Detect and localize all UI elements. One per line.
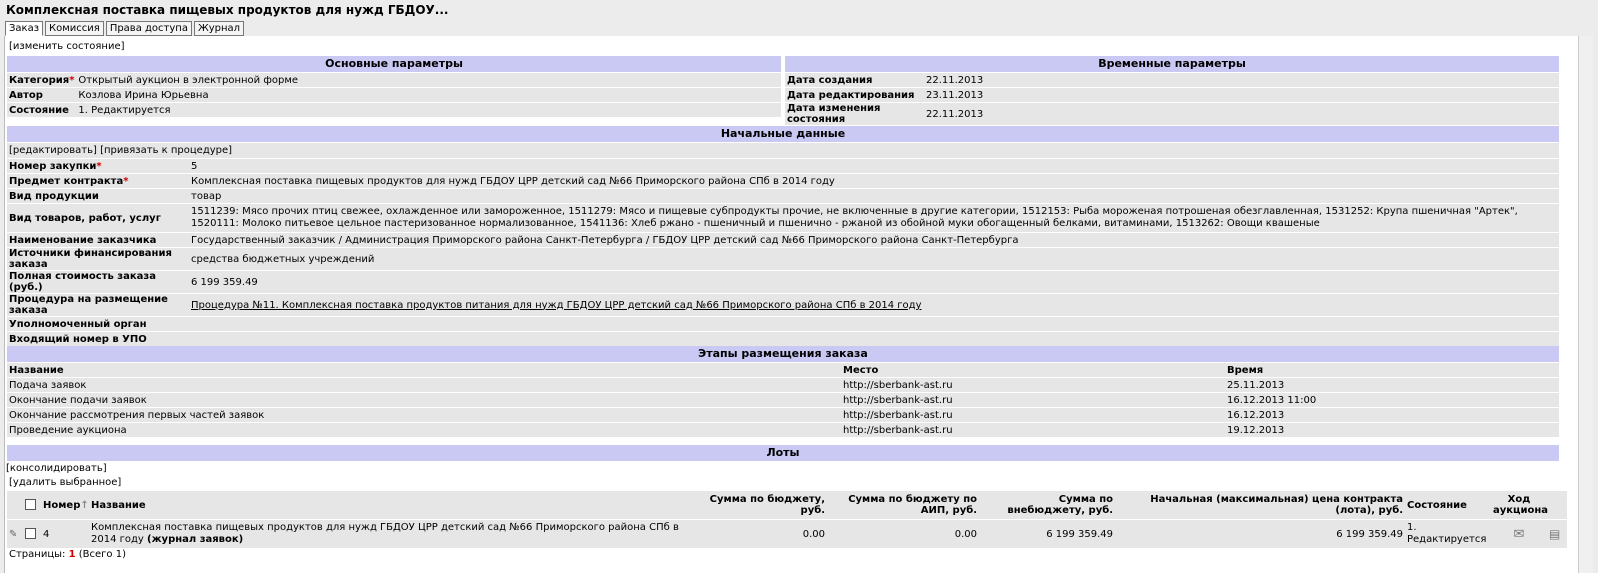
stage-time: 16.12.2013 11:00 bbox=[1225, 393, 1559, 407]
col-state: Состояние bbox=[1407, 499, 1467, 511]
tab-bar bbox=[5, 21, 244, 36]
stage-place: http://sberbank-ast.ru bbox=[841, 408, 1225, 422]
stage-name: Подача заявок bbox=[7, 378, 841, 392]
document-icon[interactable]: ▤ bbox=[1549, 527, 1561, 541]
time-params-table bbox=[785, 72, 1559, 126]
stage-name: Проведение аукциона bbox=[7, 423, 841, 437]
time-params-panel bbox=[785, 56, 1559, 126]
main-params-panel bbox=[7, 56, 781, 126]
order-content bbox=[4, 36, 1593, 573]
authorized-body-value bbox=[189, 317, 1559, 331]
incoming-number-label: Входящий номер в УПО bbox=[7, 332, 189, 346]
stage-place: http://sberbank-ast.ru bbox=[841, 423, 1225, 437]
product-type-label: Вид продукции bbox=[7, 189, 189, 203]
customer-name-value: Государственный заказчик / Администрация Приморского района Санкт-Петербурга / ГБДОУ ЦРР детский сад №66 Приморского района Санкт-Петербурга bbox=[189, 233, 1559, 247]
col-name: Название bbox=[91, 499, 146, 511]
contract-subject-label: Предмет контракта* bbox=[7, 174, 189, 188]
stage-place: http://sberbank-ast.ru bbox=[841, 378, 1225, 392]
tab-commission[interactable]: Комиссия bbox=[45, 21, 104, 36]
lot-budget: 0.00 bbox=[802, 528, 825, 540]
stage-name: Окончание подачи заявок bbox=[7, 393, 841, 407]
goods-type-label: Вид товаров, работ, услуг bbox=[7, 204, 189, 232]
sort-up-arrow-icon[interactable]: ↑ bbox=[80, 499, 89, 511]
col-aip: Сумма по бюджету по АИП, руб. bbox=[848, 494, 977, 516]
state-changed-date-value: 22.11.2013 bbox=[924, 103, 1559, 125]
initial-data-actions bbox=[7, 143, 1559, 158]
stage-col-time: Время bbox=[1225, 363, 1559, 377]
stages-header: Этапы размещения заказа bbox=[7, 346, 1559, 362]
journal-link[interactable]: (журнал заявок) bbox=[147, 534, 244, 545]
row-checkbox[interactable] bbox=[25, 528, 36, 539]
col-auction: Ход аукциона bbox=[1493, 494, 1548, 516]
stage-name: Окончание рассмотрения первых частей заявок bbox=[7, 408, 841, 422]
procedure-link[interactable]: Процедура №11. Комплексная поставка продуктов питания для нужд ГБДОУ ЦРР детский сад №66 Приморского района СПб в 2014 году bbox=[191, 299, 922, 311]
tab-order[interactable]: Заказ bbox=[5, 21, 43, 36]
author-label: Автор bbox=[7, 88, 76, 102]
table-row bbox=[7, 423, 1559, 437]
funding-sources-label: Источники финансирования заказа bbox=[7, 248, 189, 270]
page-1-link[interactable]: 1 bbox=[68, 549, 76, 560]
pages-label: Страницы: bbox=[9, 549, 66, 560]
pencil-icon[interactable]: ✎ bbox=[9, 528, 18, 540]
lot-state: 1. Редактируется bbox=[1407, 522, 1487, 545]
lot-name: Комплексная поставка пищевых продуктов для нужд ГБДОУ ЦРР детский сад №66 Приморского района СПб в 2014 году bbox=[91, 522, 679, 545]
bind-procedure-link[interactable]: [привязать к процедуре] bbox=[100, 145, 233, 156]
initial-data-table bbox=[7, 158, 1559, 362]
envelope-icon[interactable]: ✉ bbox=[1513, 526, 1525, 542]
edited-date-label: Дата редактирования bbox=[785, 88, 924, 102]
contract-subject-value: Комплексная поставка пищевых продуктов для нужд ГБДОУ ЦРР детский сад №66 Приморского района СПб в 2014 году bbox=[189, 174, 1559, 188]
lot-offbudget: 6 199 359.49 bbox=[1046, 528, 1113, 540]
change-state-link[interactable]: [изменить состояние] bbox=[9, 41, 125, 52]
lot-max-price: 6 199 359.49 bbox=[1336, 528, 1403, 540]
authorized-body-label: Уполномоченный орган bbox=[7, 317, 189, 331]
lots-table bbox=[7, 490, 1567, 549]
initial-data-header: Начальные данные bbox=[7, 126, 1559, 142]
stage-place: http://sberbank-ast.ru bbox=[841, 393, 1225, 407]
col-budget: Сумма по бюджету, руб. bbox=[709, 494, 825, 516]
time-params-header: Временные параметры bbox=[785, 56, 1559, 72]
state-label: Состояние bbox=[7, 103, 76, 117]
vertical-scrollbar[interactable] bbox=[1578, 36, 1593, 573]
product-type-value: товар bbox=[189, 189, 1559, 203]
total-cost-value: 6 199 359.49 bbox=[189, 271, 1559, 293]
stage-col-place: Место bbox=[841, 363, 1225, 377]
delete-selected-link[interactable]: [удалить выбранное] bbox=[9, 477, 122, 488]
pagination bbox=[9, 549, 126, 560]
category-label: Категория* bbox=[9, 74, 75, 86]
total-cost-label: Полная стоимость заказа (руб.) bbox=[7, 271, 189, 293]
stages-table bbox=[7, 362, 1559, 438]
table-row bbox=[7, 408, 1559, 422]
page-title: Комплексная поставка пищевых продуктов для нужд ГБДОУ... bbox=[6, 3, 449, 17]
select-all-checkbox[interactable] bbox=[25, 499, 36, 510]
stage-col-name: Название bbox=[7, 363, 841, 377]
lot-number: 4 bbox=[43, 528, 50, 540]
edit-link[interactable]: [редактировать] bbox=[9, 145, 97, 156]
consolidate-link[interactable]: [консолидировать] bbox=[6, 463, 107, 474]
edited-date-value: 23.11.2013 bbox=[924, 88, 1559, 102]
category-value: Открытый аукцион в электронной форме bbox=[76, 73, 781, 87]
pages-total: (Всего 1) bbox=[78, 549, 126, 560]
col-offbudget: Сумма по внебюджету, руб. bbox=[1007, 494, 1113, 516]
params-section bbox=[7, 56, 1577, 126]
main-params-table bbox=[7, 72, 781, 118]
lots-header-row bbox=[7, 491, 1567, 519]
stage-time: 19.12.2013 bbox=[1225, 423, 1559, 437]
created-date-label: Дата создания bbox=[785, 73, 924, 87]
funding-sources-value: средства бюджетных учреждений bbox=[189, 248, 1559, 270]
table-row bbox=[7, 378, 1559, 392]
stage-time: 25.11.2013 bbox=[1225, 378, 1559, 392]
lot-aip: 0.00 bbox=[954, 528, 977, 540]
col-max-price: Начальная (максимальная) цена контракта (лота), руб. bbox=[1150, 494, 1403, 516]
tab-journal[interactable]: Журнал bbox=[194, 21, 244, 36]
state-value: 1. Редактируется bbox=[76, 103, 781, 117]
stage-time: 16.12.2013 bbox=[1225, 408, 1559, 422]
purchase-number-label: Номер закупки* bbox=[7, 159, 189, 173]
stages-section bbox=[7, 346, 1559, 438]
table-row bbox=[7, 393, 1559, 407]
table-row bbox=[7, 520, 1567, 548]
created-date-value: 22.11.2013 bbox=[924, 73, 1559, 87]
tab-access-rights[interactable]: Права доступа bbox=[106, 21, 192, 36]
purchase-number-value: 5 bbox=[189, 159, 1559, 173]
col-number[interactable]: Номер bbox=[43, 499, 81, 511]
lots-section bbox=[7, 445, 1559, 461]
author-value: Козлова Ирина Юрьевна bbox=[76, 88, 781, 102]
lots-header: Лоты bbox=[7, 445, 1559, 461]
initial-data-section bbox=[7, 126, 1559, 362]
procedure-label: Процедура на размещение заказа bbox=[7, 294, 189, 316]
incoming-number-value bbox=[189, 332, 1559, 346]
main-params-header: Основные параметры bbox=[7, 56, 781, 72]
customer-name-label: Наименование заказчика bbox=[7, 233, 189, 247]
state-changed-date-label: Дата изменения состояния bbox=[785, 103, 924, 125]
goods-type-value: 1511239: Мясо прочих птиц свежее, охлажденное или замороженное, 1511279: Мясо и пищевые субпродукты прочие, не включенные в другие категории, 1512153: Рыба мороженая потрошеная обезглавленная, 1531252: Крупа пшеничная "Артек", 1520111: Молоко питьевое цельное пастеризованное нормализованное, 1541136: Хлеб ржано - пшеничный и пшенично - ржаной из обойной муки обогащенный белками, витаминами, 1513262: Овощи квашеные bbox=[189, 204, 1559, 232]
